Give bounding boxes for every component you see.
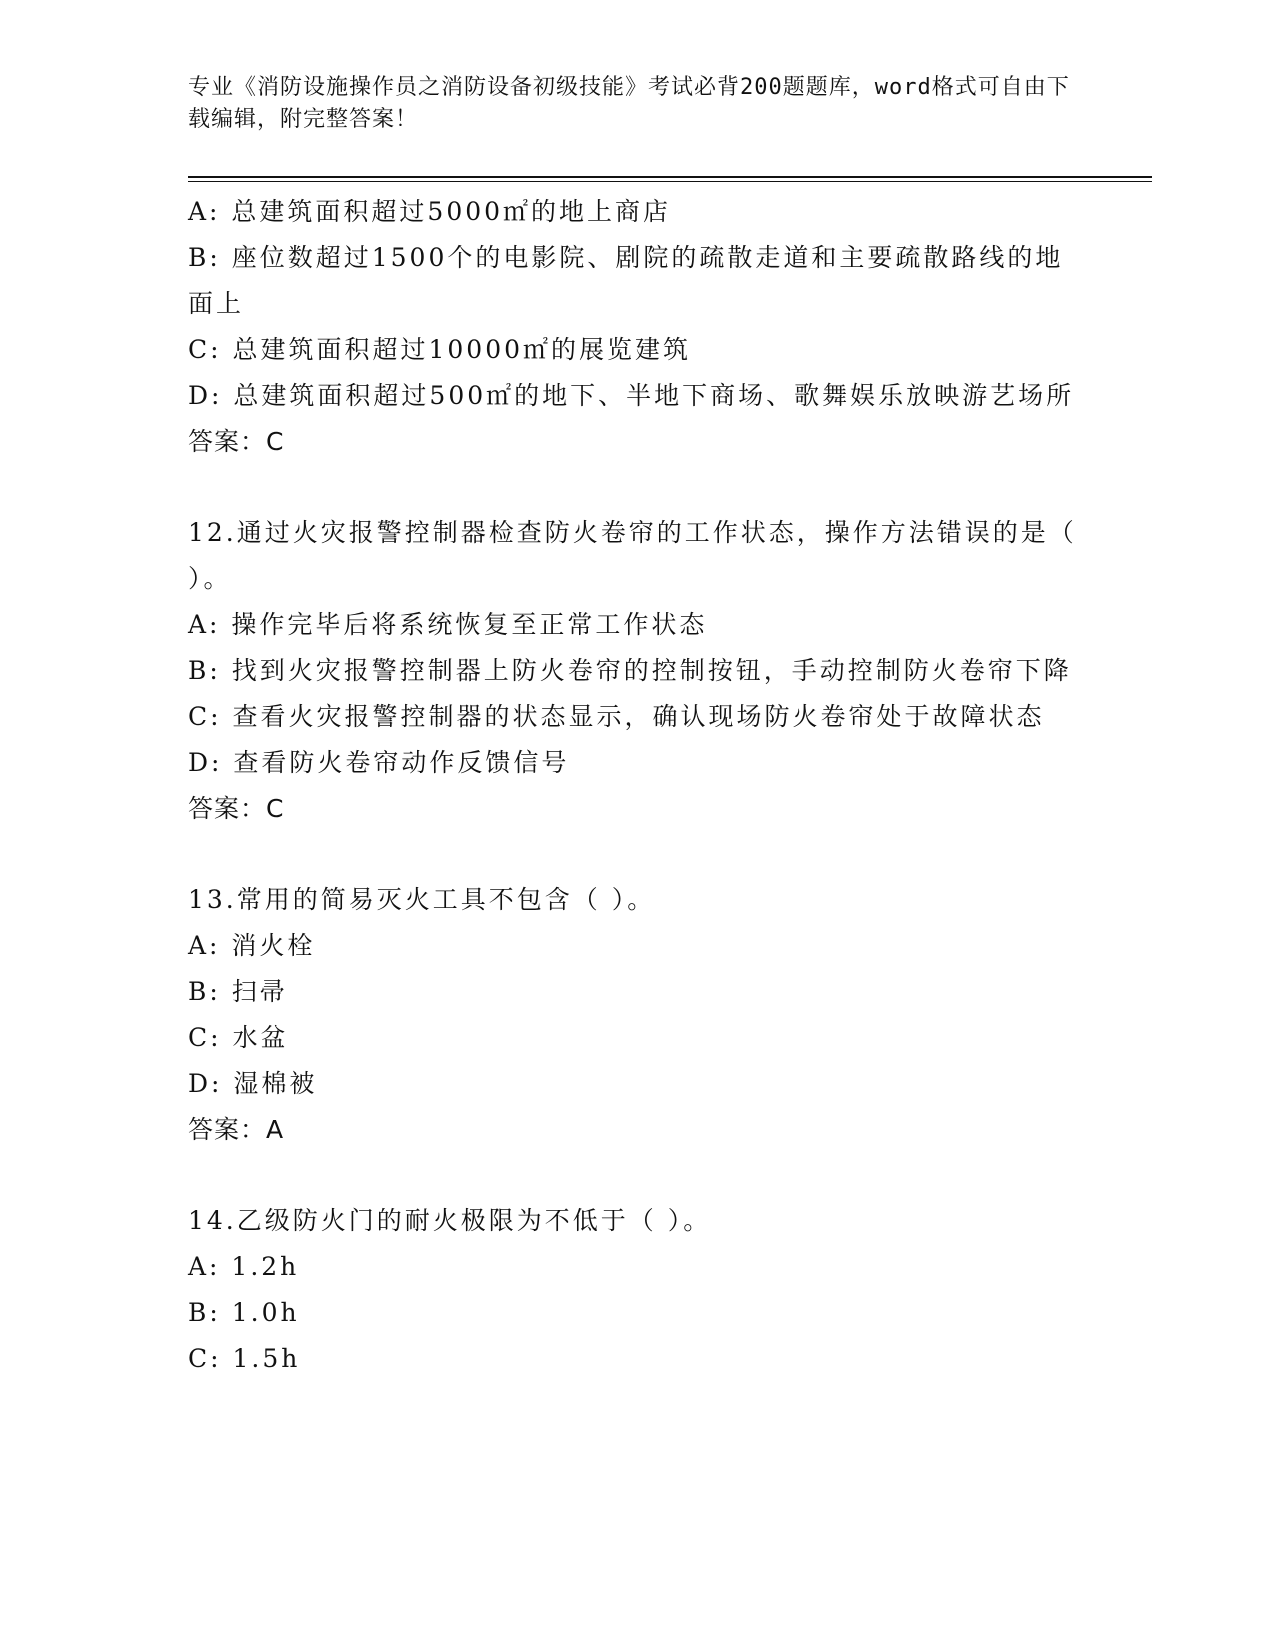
spacer — [188, 832, 1078, 877]
q12-question: 12.通过火灾报警控制器检查防火卷帘的工作状态，操作方法错误的是（ ）。 — [188, 518, 1088, 593]
q12-option-d: D: 查看防火卷帘动作反馈信号 — [188, 748, 570, 777]
question-12-block — [188, 510, 1088, 832]
q12-option-a: A: 操作完毕后将系统恢复至正常工作状态 — [188, 610, 708, 639]
question-content — [188, 189, 1088, 1382]
q14-option-a: A: 1.2h — [188, 1252, 300, 1281]
q11-answer: 答案：C — [188, 427, 285, 456]
q11-option-d: D: 总建筑面积超过500㎡的地下、半地下商场、歌舞娱乐放映游艺场所 — [188, 381, 1075, 410]
q14-question: 14.乙级防火门的耐火极限为不低于（ ）。 — [188, 1206, 712, 1235]
spacer — [188, 1153, 1078, 1198]
q13-option-c: C: 水盆 — [188, 1023, 289, 1052]
question-13-block — [188, 877, 1078, 1153]
question-14-block — [188, 1198, 1078, 1382]
q12-option-b: B: 找到火灾报警控制器上防火卷帘的控制按钮，手动控制防火卷帘下降 — [188, 656, 1072, 685]
q12-option-c: C: 查看火灾报警控制器的状态显示，确认现场防火卷帘处于故障状态 — [188, 702, 1045, 731]
q11-option-a: A: 总建筑面积超过5000㎡的地上商店 — [188, 197, 672, 226]
q14-option-c: C: 1.5h — [188, 1344, 301, 1373]
q13-option-a: A: 消火栓 — [188, 931, 316, 960]
header-rule-thick — [188, 176, 1152, 178]
question-11-block — [188, 189, 1078, 465]
q11-option-c: C: 总建筑面积超过10000㎡的展览建筑 — [188, 335, 692, 364]
q13-answer: 答案：A — [188, 1115, 285, 1144]
q14-option-b: B: 1.0h — [188, 1298, 300, 1327]
q13-option-d: D: 湿棉被 — [188, 1069, 318, 1098]
q13-question: 13.常用的简易灭火工具不包含（ ）。 — [188, 885, 656, 914]
q11-option-b: B: 座位数超过1500个的电影院、剧院的疏散走道和主要疏散路线的地面上 — [188, 243, 1064, 318]
spacer — [188, 465, 1078, 510]
header-rule-thin — [188, 181, 1152, 182]
document-header: 专业《消防设施操作员之消防设备初级技能》考试必背200题题库，word格式可自由下载编辑，附完整答案！ — [188, 75, 1070, 132]
q12-answer: 答案：C — [188, 794, 285, 823]
q13-option-b: B: 扫帚 — [188, 977, 288, 1006]
